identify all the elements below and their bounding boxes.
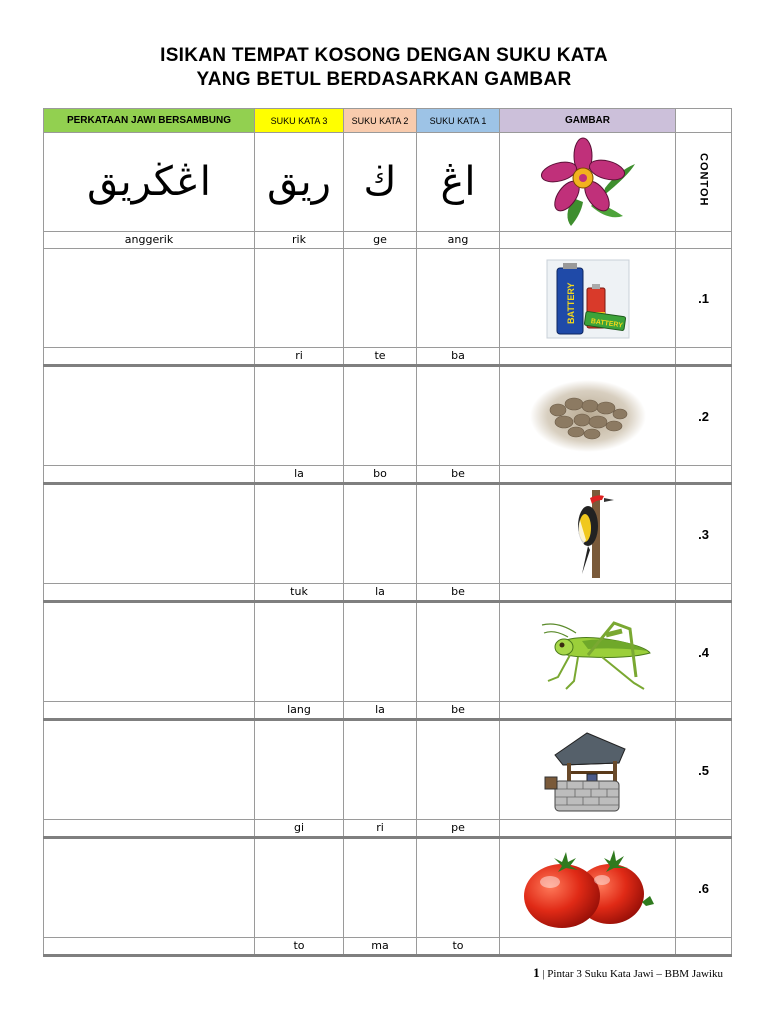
row-number: .5 <box>676 720 732 820</box>
syllable-empty-cell <box>676 232 732 249</box>
syllable-empty-cell <box>500 348 676 366</box>
page-number: 1 <box>533 965 540 980</box>
example-syllable-2: ge <box>344 232 417 249</box>
syllable-1: be <box>417 466 500 484</box>
answer-suku-2-blank[interactable] <box>344 602 417 702</box>
picture-cell <box>500 249 676 348</box>
svg-text:BATTERY: BATTERY <box>589 318 623 330</box>
syllable-2: bo <box>344 466 417 484</box>
answer-jawi-blank[interactable] <box>44 249 255 348</box>
footer-text: Pintar 3 Suku Kata Jawi – BBM Jawiku <box>547 968 723 980</box>
syllable-1: ba <box>417 348 500 366</box>
example-suku-1: اڠ <box>417 133 500 232</box>
header-suku-kata-3: SUKU KATA 3 <box>255 109 344 133</box>
syllable-1: to <box>417 938 500 956</box>
answer-suku-3-blank[interactable] <box>255 249 344 348</box>
stones-icon <box>528 376 648 456</box>
answer-jawi-blank[interactable] <box>44 366 255 466</box>
example-word-latin: anggerik <box>44 232 255 249</box>
answer-suku-1-blank[interactable] <box>417 838 500 938</box>
syllable-row <box>44 938 732 956</box>
syllable-3: tuk <box>255 584 344 602</box>
syllable-empty-cell <box>676 348 732 366</box>
syllable-empty-cell <box>500 232 676 249</box>
row-number: .4 <box>676 602 732 702</box>
tomatoes-icon <box>518 846 658 930</box>
example-picture-cell <box>500 133 676 232</box>
example-row <box>44 133 732 232</box>
answer-suku-3-blank[interactable] <box>255 366 344 466</box>
syllable-empty-cell <box>44 820 255 838</box>
example-syllable-row <box>44 232 732 249</box>
battery-icon <box>543 254 633 342</box>
picture-cell <box>500 602 676 702</box>
syllable-empty-cell <box>500 820 676 838</box>
answer-suku-3-blank[interactable] <box>255 720 344 820</box>
picture-cell <box>500 484 676 584</box>
syllable-empty-cell <box>44 702 255 720</box>
water-well-icon <box>543 727 633 813</box>
syllable-empty-cell <box>44 466 255 484</box>
syllable-empty-cell <box>44 584 255 602</box>
header-gambar: GAMBAR <box>500 109 676 133</box>
syllable-row <box>44 348 732 366</box>
syllable-2: ri <box>344 820 417 838</box>
answer-suku-2-blank[interactable] <box>344 838 417 938</box>
answer-suku-1-blank[interactable] <box>417 484 500 584</box>
syllable-empty-cell <box>676 820 732 838</box>
orchid-flower-icon <box>533 136 643 228</box>
answer-jawi-blank[interactable] <box>44 838 255 938</box>
page-footer <box>533 965 723 981</box>
question-row <box>44 602 732 702</box>
question-row <box>44 249 732 348</box>
header-suku-kata-2: SUKU KATA 2 <box>344 109 417 133</box>
answer-jawi-blank[interactable] <box>44 720 255 820</box>
syllable-row <box>44 466 732 484</box>
question-row <box>44 720 732 820</box>
syllable-empty-cell <box>500 938 676 956</box>
syllable-2: la <box>344 584 417 602</box>
syllable-3: to <box>255 938 344 956</box>
example-label: CONTOH <box>697 153 710 207</box>
syllable-row <box>44 820 732 838</box>
syllable-2: te <box>344 348 417 366</box>
syllable-empty-cell <box>500 584 676 602</box>
svg-text:BATTERY: BATTERY <box>565 282 576 324</box>
header-jawi: PERKATAAN JAWI BERSAMBUNG <box>44 109 255 133</box>
woodpecker-icon <box>558 490 618 578</box>
syllable-empty-cell <box>676 584 732 602</box>
answer-jawi-blank[interactable] <box>44 484 255 584</box>
picture-cell <box>500 838 676 938</box>
grasshopper-icon <box>518 611 658 693</box>
answer-suku-3-blank[interactable] <box>255 602 344 702</box>
row-number: .3 <box>676 484 732 584</box>
example-syllable-3: rik <box>255 232 344 249</box>
example-suku-2: ڬ <box>344 133 417 232</box>
syllable-empty-cell <box>676 938 732 956</box>
syllable-1: be <box>417 584 500 602</box>
answer-suku-1-blank[interactable] <box>417 720 500 820</box>
answer-suku-3-blank[interactable] <box>255 484 344 584</box>
syllable-empty-cell <box>676 466 732 484</box>
syllable-empty-cell <box>44 348 255 366</box>
syllable-2: ma <box>344 938 417 956</box>
syllable-3: ri <box>255 348 344 366</box>
answer-suku-3-blank[interactable] <box>255 838 344 938</box>
title-line-2: YANG BETUL BERDASARKAN GAMBAR <box>196 69 572 90</box>
syllable-1: be <box>417 702 500 720</box>
syllable-empty-cell <box>44 938 255 956</box>
picture-cell <box>500 366 676 466</box>
syllable-empty-cell <box>500 466 676 484</box>
answer-suku-1-blank[interactable] <box>417 249 500 348</box>
answer-suku-2-blank[interactable] <box>344 484 417 584</box>
syllable-empty-cell <box>676 702 732 720</box>
answer-suku-1-blank[interactable] <box>417 366 500 466</box>
answer-suku-1-blank[interactable] <box>417 602 500 702</box>
syllable-row <box>44 584 732 602</box>
row-number: .6 <box>676 838 732 938</box>
header-row <box>44 109 732 133</box>
picture-cell <box>500 720 676 820</box>
answer-suku-2-blank[interactable] <box>344 720 417 820</box>
example-suku-3: ريق <box>255 133 344 232</box>
syllable-empty-cell <box>500 702 676 720</box>
syllable-row <box>44 702 732 720</box>
question-row <box>44 366 732 466</box>
syllable-3: la <box>255 466 344 484</box>
header-number <box>676 109 732 133</box>
syllable-3: lang <box>255 702 344 720</box>
question-row <box>44 838 732 938</box>
example-label-cell <box>676 133 732 232</box>
syllable-3: gi <box>255 820 344 838</box>
syllable-2: la <box>344 702 417 720</box>
row-number: .2 <box>676 366 732 466</box>
answer-suku-2-blank[interactable] <box>344 366 417 466</box>
answer-jawi-blank[interactable] <box>44 602 255 702</box>
example-syllable-1: ang <box>417 232 500 249</box>
header-suku-kata-1: SUKU KATA 1 <box>417 109 500 133</box>
answer-suku-2-blank[interactable] <box>344 249 417 348</box>
syllable-1: pe <box>417 820 500 838</box>
row-number: .1 <box>676 249 732 348</box>
example-jawi-word: اڠڬريق <box>44 133 255 232</box>
worksheet-table <box>43 108 732 957</box>
question-row <box>44 484 732 584</box>
title-line-1: ISIKAN TEMPAT KOSONG DENGAN SUKU KATA <box>160 45 608 66</box>
footer-separator: | <box>542 968 545 980</box>
